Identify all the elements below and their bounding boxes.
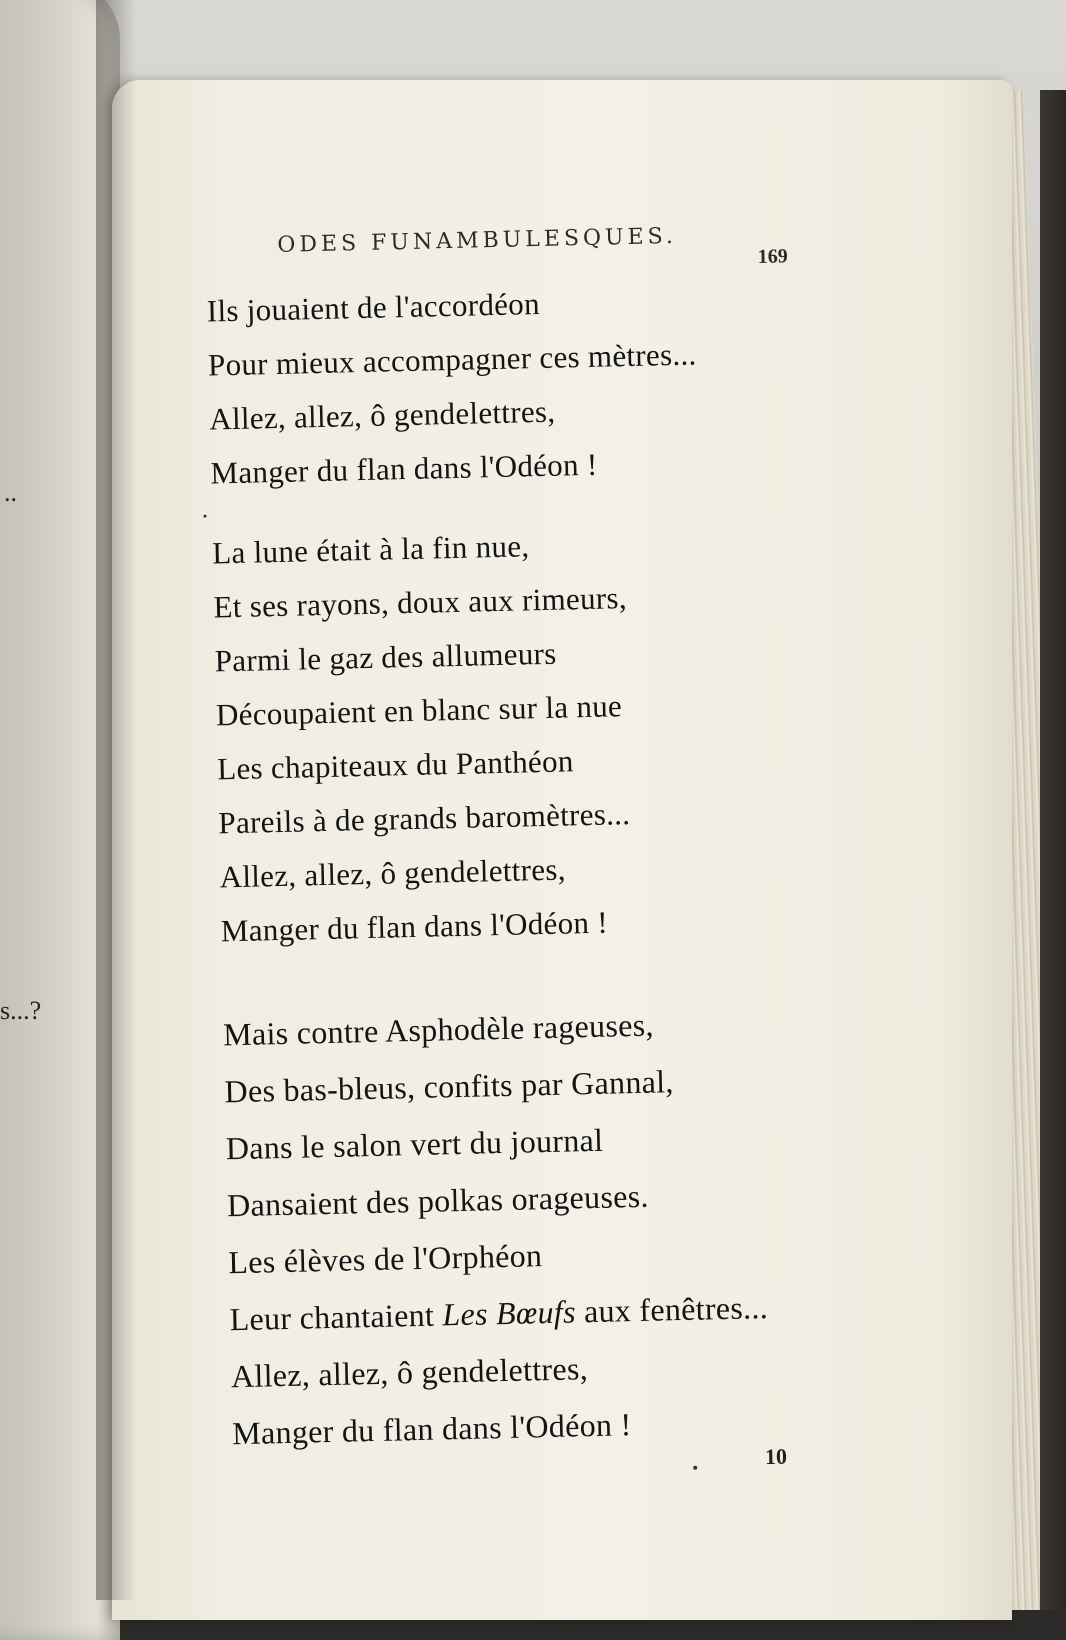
verse-text: aux fenêtres... xyxy=(575,1289,769,1330)
left-page-text-fragment: .. xyxy=(4,478,17,507)
page-number: 169 xyxy=(757,245,788,269)
verse-line: Manger du flan dans l'Odéon ! xyxy=(231,1406,632,1452)
ink-speck xyxy=(693,1466,697,1470)
stanza-1 xyxy=(206,273,699,500)
verse-line: Manger du flan dans l'Odéon ! xyxy=(210,446,598,491)
verse-line: Allez, allez, ô gendelettres, xyxy=(208,393,556,437)
left-page-text-fragment: s...? xyxy=(0,996,42,1025)
ink-speck xyxy=(203,515,206,518)
running-head: ODES FUNAMBULESQUES. xyxy=(277,223,678,258)
verse-line: Des bas-bleus, confits par Gannal, xyxy=(224,1063,675,1110)
verse-line-with-italic xyxy=(229,1279,769,1348)
verse-line: Et ses rayons, doux aux rimeurs, xyxy=(213,580,628,625)
verse-line: Pareils à de grands baromètres... xyxy=(218,796,631,841)
verse-line: Ils jouaient de l'accordéon xyxy=(206,285,541,329)
verse-line: Parmi le gaz des allumeurs xyxy=(214,635,557,679)
verse-line: Les élèves de l'Orphéon xyxy=(228,1237,543,1281)
verse-line: Découpaient en blanc sur la nue xyxy=(215,688,623,733)
verse-text: Leur chantaient xyxy=(229,1296,443,1338)
verse-line: Dansaient des polkas orageuses. xyxy=(226,1177,650,1224)
verse-line: Manger du flan dans l'Odéon ! xyxy=(220,904,609,949)
verse-line: Mais contre Asphodèle rageuses, xyxy=(222,1006,655,1053)
verse-line: Allez, allez, ô gendelettres, xyxy=(219,851,567,895)
verse-line: Dans le salon vert du journal xyxy=(225,1121,604,1167)
verse-line: Les chapiteaux du Panthéon xyxy=(216,743,574,787)
verse-line: La lune était à la fin nue, xyxy=(211,528,530,571)
verse-line: Pour mieux accompagner ces mètres... xyxy=(207,336,697,383)
stanza-3 xyxy=(223,994,772,1462)
stanza-2 xyxy=(212,517,635,958)
italic-title: Les Bœufs xyxy=(441,1293,577,1333)
signature-mark: 10 xyxy=(764,1443,788,1470)
verse-line: Allez, allez, ô gendelettres, xyxy=(230,1350,589,1395)
